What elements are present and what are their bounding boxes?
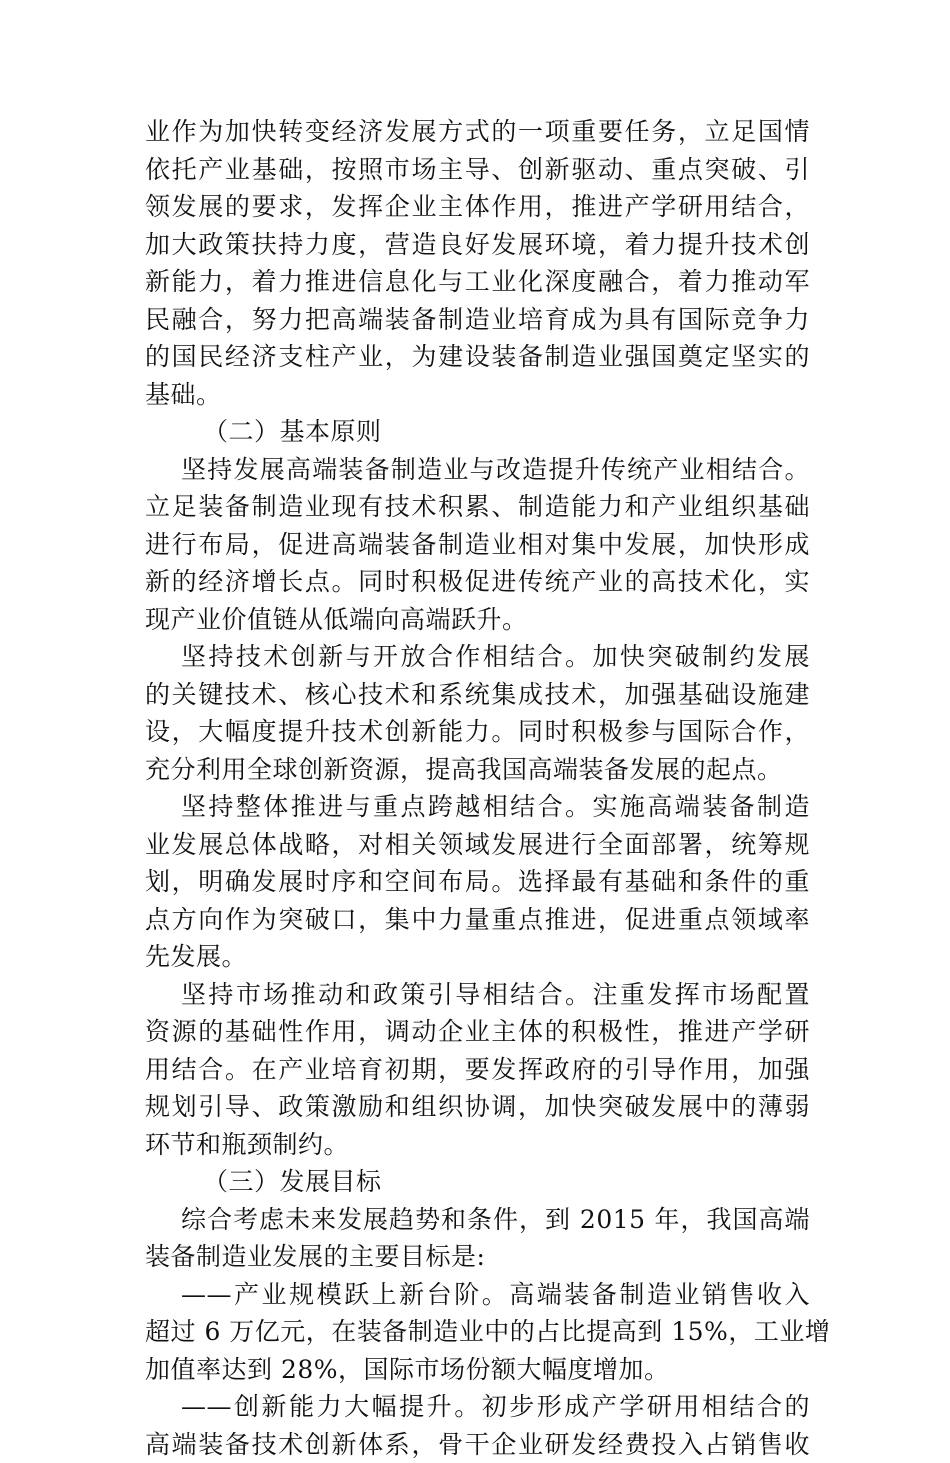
text-line: 立足装备制造业现有技术积累、制造能力和产业组织基础 <box>145 488 810 526</box>
text-line: ——创新能力大幅提升。初步形成产学研用相结合的 <box>145 1388 810 1426</box>
text-line: 的国民经济支柱产业，为建设装备制造业强国奠定坚实的 <box>145 338 810 376</box>
text-line: 装备制造业发展的主要目标是: <box>145 1238 810 1276</box>
text-line: 进行布局，促进高端装备制造业相对集中发展，加快形成 <box>145 526 810 564</box>
text-line: 民融合，努力把高端装备制造业培育成为具有国际竞争力 <box>145 301 810 339</box>
text-line: 加大政策扶持力度，营造良好发展环境，着力提升技术创 <box>145 226 810 264</box>
text-line: 基础。 <box>145 376 810 414</box>
text-line: 坚持整体推进与重点跨越相结合。实施高端装备制造 <box>145 788 810 826</box>
text-line: 用结合。在产业培育初期，要发挥政府的引导作用，加强 <box>145 1051 810 1089</box>
text-line: 坚持市场推动和政策引导相结合。注重发挥市场配置 <box>145 976 810 1014</box>
document-body <box>145 113 810 1463</box>
text-line: 超过 6 万亿元，在装备制造业中的占比提高到 15%，工业增 <box>145 1313 810 1351</box>
text-line: 坚持技术创新与开放合作相结合。加快突破制约发展 <box>145 638 810 676</box>
text-line: 充分利用全球创新资源，提高我国高端装备发展的起点。 <box>145 751 810 789</box>
text-line: 环节和瓶颈制约。 <box>145 1126 810 1164</box>
text-line: 高端装备技术创新体系，骨干企业研发经费投入占销售收 <box>145 1426 810 1463</box>
section-heading: （二）基本原则 <box>145 413 810 451</box>
text-line: 的关键技术、核心技术和系统集成技术，加强基础设施建 <box>145 676 810 714</box>
text-line: 业作为加快转变经济发展方式的一项重要任务，立足国情 <box>145 113 810 151</box>
text-line: 依托产业基础，按照市场主导、创新驱动、重点突破、引 <box>145 151 810 189</box>
text-line: 现产业价值链从低端向高端跃升。 <box>145 601 810 639</box>
text-line: 领发展的要求，发挥企业主体作用，推进产学研用结合， <box>145 188 810 226</box>
text-line: 先发展。 <box>145 938 810 976</box>
text-line: 加值率达到 28%，国际市场份额大幅度增加。 <box>145 1351 810 1389</box>
text-line: 坚持发展高端装备制造业与改造提升传统产业相结合。 <box>145 451 810 489</box>
text-line: 资源的基础性作用，调动企业主体的积极性，推进产学研 <box>145 1013 810 1051</box>
text-line: ——产业规模跃上新台阶。高端装备制造业销售收入 <box>145 1276 810 1314</box>
section-heading: （三）发展目标 <box>145 1163 810 1201</box>
text-line: 综合考虑未来发展趋势和条件，到 2015 年，我国高端 <box>145 1201 810 1239</box>
text-line: 点方向作为突破口，集中力量重点推进，促进重点领域率 <box>145 901 810 939</box>
text-line: 划，明确发展时序和空间布局。选择最有基础和条件的重 <box>145 863 810 901</box>
text-line: 规划引导、政策激励和组织协调，加快突破发展中的薄弱 <box>145 1088 810 1126</box>
text-line: 新的经济增长点。同时积极促进传统产业的高技术化，实 <box>145 563 810 601</box>
text-line: 设，大幅度提升技术创新能力。同时积极参与国际合作， <box>145 713 810 751</box>
text-line: 新能力，着力推进信息化与工业化深度融合，着力推动军 <box>145 263 810 301</box>
text-line: 业发展总体战略，对相关领域发展进行全面部署，统筹规 <box>145 826 810 864</box>
